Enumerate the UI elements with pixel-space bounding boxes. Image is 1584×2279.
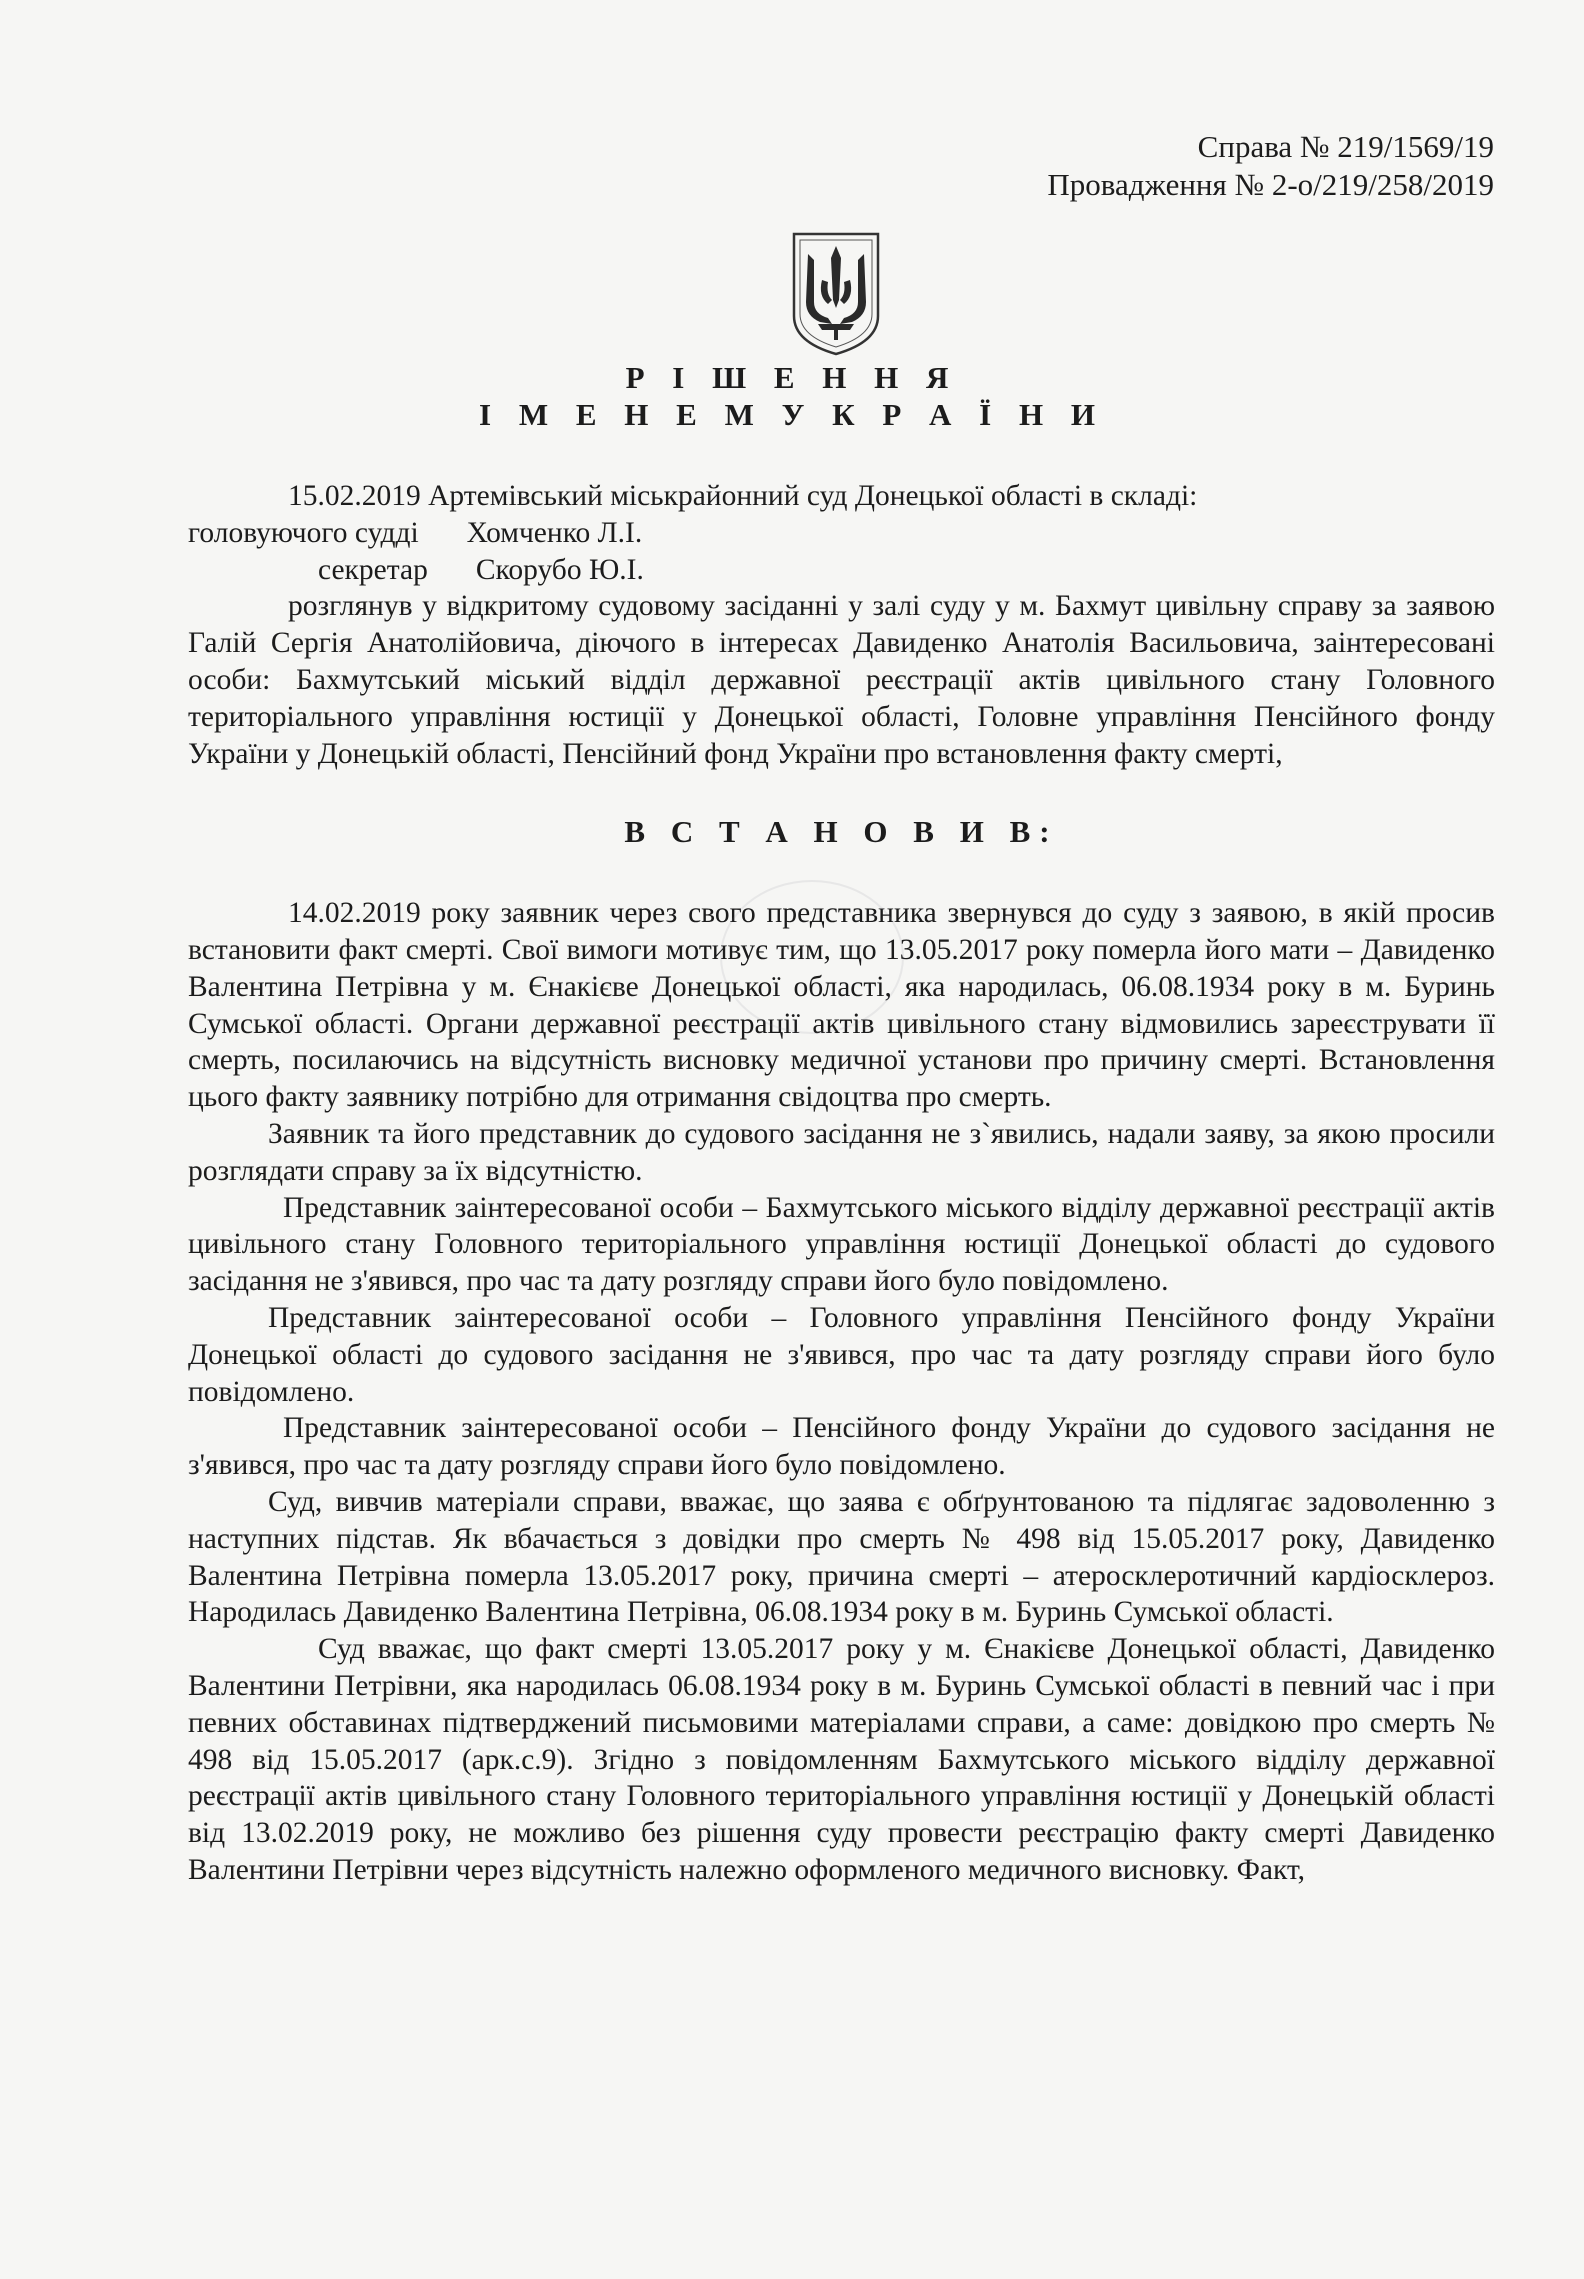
intro-line: 15.02.2019 Артемівський міськрайонний суд Донецької області в складі:	[288, 480, 1198, 512]
body-paragraph-2: Заявник та його представник до судового засідання не з`явились, надали заяву, за якою просили розглядати справу за їх відсутністю.	[188, 1117, 1495, 1187]
document-subtitle: І М Е Н Е М У К Р А Ї Н И	[479, 397, 1105, 432]
body-paragraph-6: Суд, вивчив матеріали справи, вважає, що заява є обґрунтованою та підлягає задоволенню з наступних підстав. Як вбачається з довідки про смерть № 498 від 15.05.2017 року, Давиденко Валентина Петрівна померла 13.05.2017 року, причина смерті – атеросклеротичний кардіосклероз. Народилась Давиденко Валентина Петрівна, 06.08.1934 року в м. Буринь Сумської області.	[188, 1485, 1495, 1629]
section-title: В С Т А Н О В И В:	[624, 814, 1059, 850]
judge-label: головуючого судді	[188, 516, 419, 549]
body-paragraph-5: Представник заінтересованої особи – Пенсійного фонду України до судового засідання не з'явився, про час та дату розгляду справи його було повідомлено.	[188, 1412, 1495, 1482]
secretary-row	[188, 552, 1495, 589]
proceeding-number: Провадження № 2-о/219/258/2019	[1047, 167, 1494, 202]
secretary-label: секретар	[318, 553, 428, 586]
document-title: Р І Ш Е Н Н Я	[625, 360, 959, 395]
intro-block	[188, 478, 1495, 1889]
body-paragraph-1: 14.02.2019 року заявник через свого представника звернувся до суду з заявою, в якій просив встановити факт смерті. Свої вимоги мотивує тим, що 13.05.2017 року померла його мати – Давиденко Валентина Петрівна у м. Єнакієве Донецької області, яка народилась, 06.08.1934 року в м. Буринь Сумської області. Органи державної реєстрації актів цивільного стану відмовились зареєструвати її смерть, посилаючись на відсутність висновку медичної установи про причину смерті. Встановлення цього факту заявнику потрібно для отримання свідоцтва про смерть.	[188, 897, 1495, 1114]
trident-coat-of-arms-icon	[788, 230, 884, 358]
body-paragraph-3: Представник заінтересованої особи – Бахмутського міського відділу державної реєстрації актів цивільного стану Головного територіального управління юстиції Донецької області до судового засідання не з'явився, про час та дату розгляду справи його було повідомлено.	[188, 1191, 1495, 1298]
body-paragraph-7: Суд вважає, що факт смерті 13.05.2017 року у м. Єнакієве Донецької області, Давиденко Валентини Петрівни, яка народилась 06.08.1934 року в м. Буринь Сумської області в певний час і при певних обставинах підтверджений письмовими матеріалами справи, а саме: довідкою про смерть № 498 від 15.05.2017 (арк.с.9). Згідно з повідомленням Бахмутського міського відділу державної реєстрації актів цивільного стану Головного територіального управління юстиції у Донецькій області від 13.02.2019 року, не можливо без рішення суду провести реєстрацію факту смерті Давиденко Валентини Петрівни через відсутність належно оформленого медичного висновку. Факт,	[188, 1633, 1495, 1886]
intro-paragraph: розглянув у відкритому судовому засіданні у залі суду у м. Бахмут цивільну справу за заявою Галій Сергія Анатолійовича, діючого в інтересах Давиденко Анатолія Васильовича, заінтересовані особи: Бахмутський міський відділ державної реєстрації актів цивільного стану Головного територіального управління юстиції у Донецької області, Головне управління Пенсійного фонду України у Донецькій області, Пенсійний фонд України про встановлення факту смерті,	[188, 590, 1495, 770]
body-paragraph-4: Представник заінтересованої особи – Головного управління Пенсійного фонду України Донецької області до судового засідання не з'явився, про час та дату розгляду справи його було повідомлено.	[188, 1301, 1495, 1408]
faint-stamp	[720, 880, 904, 1034]
case-header	[1047, 128, 1494, 204]
case-number: Справа № 219/1569/19	[1197, 129, 1494, 164]
judge-row	[188, 515, 1495, 552]
secretary-name: Скорубо Ю.І.	[475, 553, 644, 586]
judge-name: Хомченко Л.І.	[466, 516, 643, 549]
